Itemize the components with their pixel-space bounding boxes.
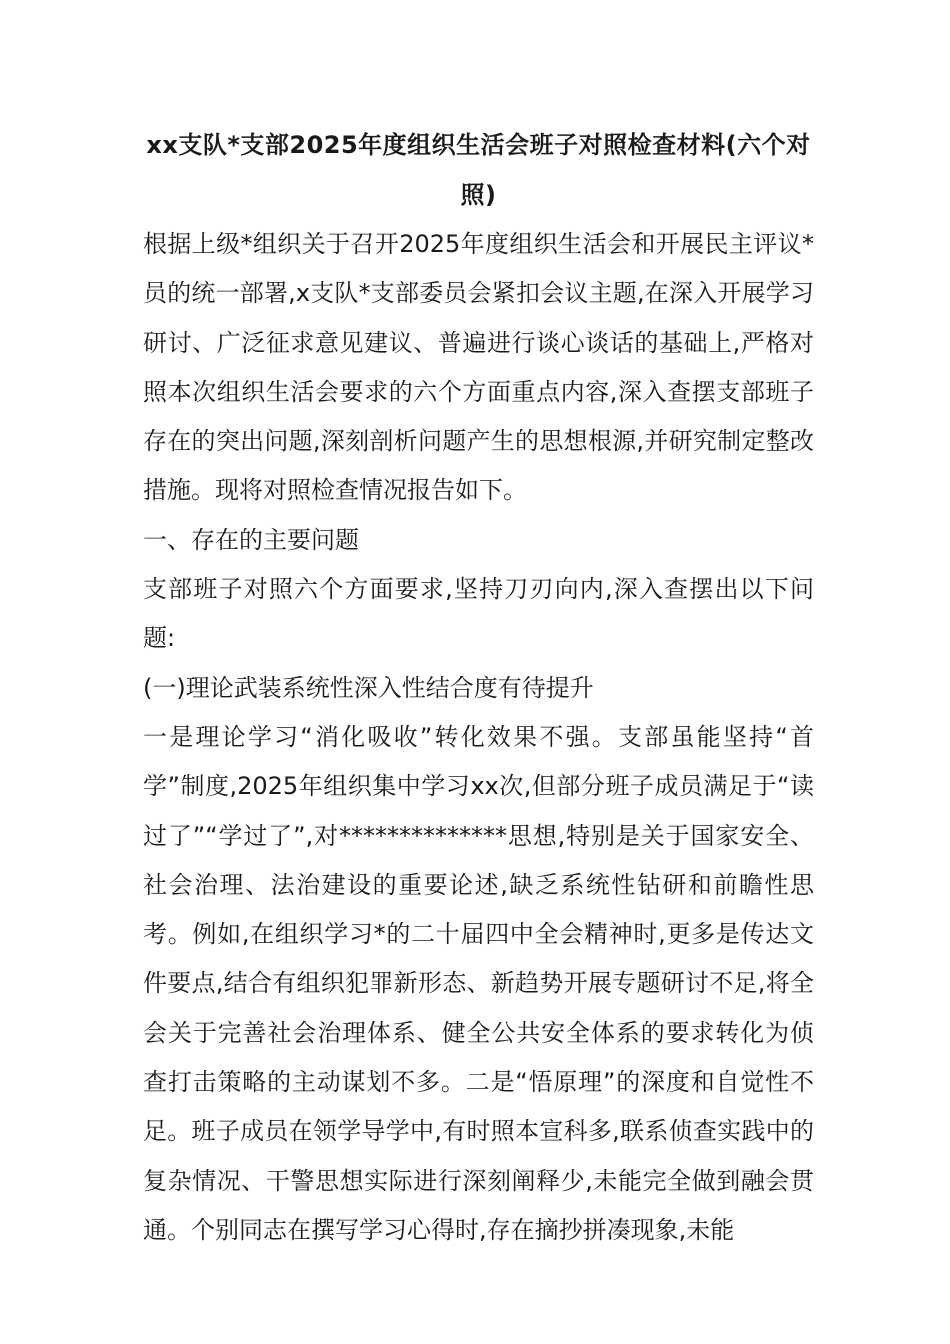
- subsection-body-paragraph: 一是理论学习“消化吸收”转化效果不强。支部虽能坚持“首学”制度,2025年组织集中学习xx次,但部分班子成员满足于“读过了”“学过了”,对**************思想,特别是关于国家安全、社会治理、法治建设的重要论述,缺乏系统性钻研和前瞻性思考。例如,在组织学习*的二十届四中全会精神时,更多是传达文件要点,结合有组织犯罪新形态、新趋势开展专题研讨不足,将全会关于完善社会治理体系、健全公共安全体系的要求转化为侦查打击策略的主动谋划不多。二是“悟原理”的深度和自觉性不足。班子成员在领学导学中,有时照本宣科多,联系侦查实践中的复杂情况、干警思想实际进行深刻阐释少,未能完全做到融会贯通。个别同志在撰写学习心得时,存在摘抄拼凑现象,未能: [143, 722, 814, 1244]
- document-body: [143, 220, 814, 1255]
- document-title: xx支队*支部2025年度组织生活会班子对照检查材料(六个对照): [146, 131, 811, 209]
- intro-paragraph: 根据上级*组织关于召开2025年度组织生活会和开展民主评议*员的统一部署,x支队*支部委员会紧扣会议主题,在深入开展学习研讨、广泛征求意见建议、普遍进行谈心谈话的基础上,严格对照本次组织生活会要求的六个方面重点内容,深入查摆支部班子存在的突出问题,深刻剖析问题产生的思想根源,并研究制定整改措施。现将对照检查情况报告如下。: [143, 230, 814, 505]
- section-heading: 一、存在的主要问题: [143, 525, 359, 554]
- section-lead-paragraph: 支部班子对照六个方面要求,坚持刀刃向内,深入查摆出以下问题:: [143, 575, 814, 653]
- subsection-heading: (一)理论武装系统性深入性结合度有待提升: [143, 673, 594, 702]
